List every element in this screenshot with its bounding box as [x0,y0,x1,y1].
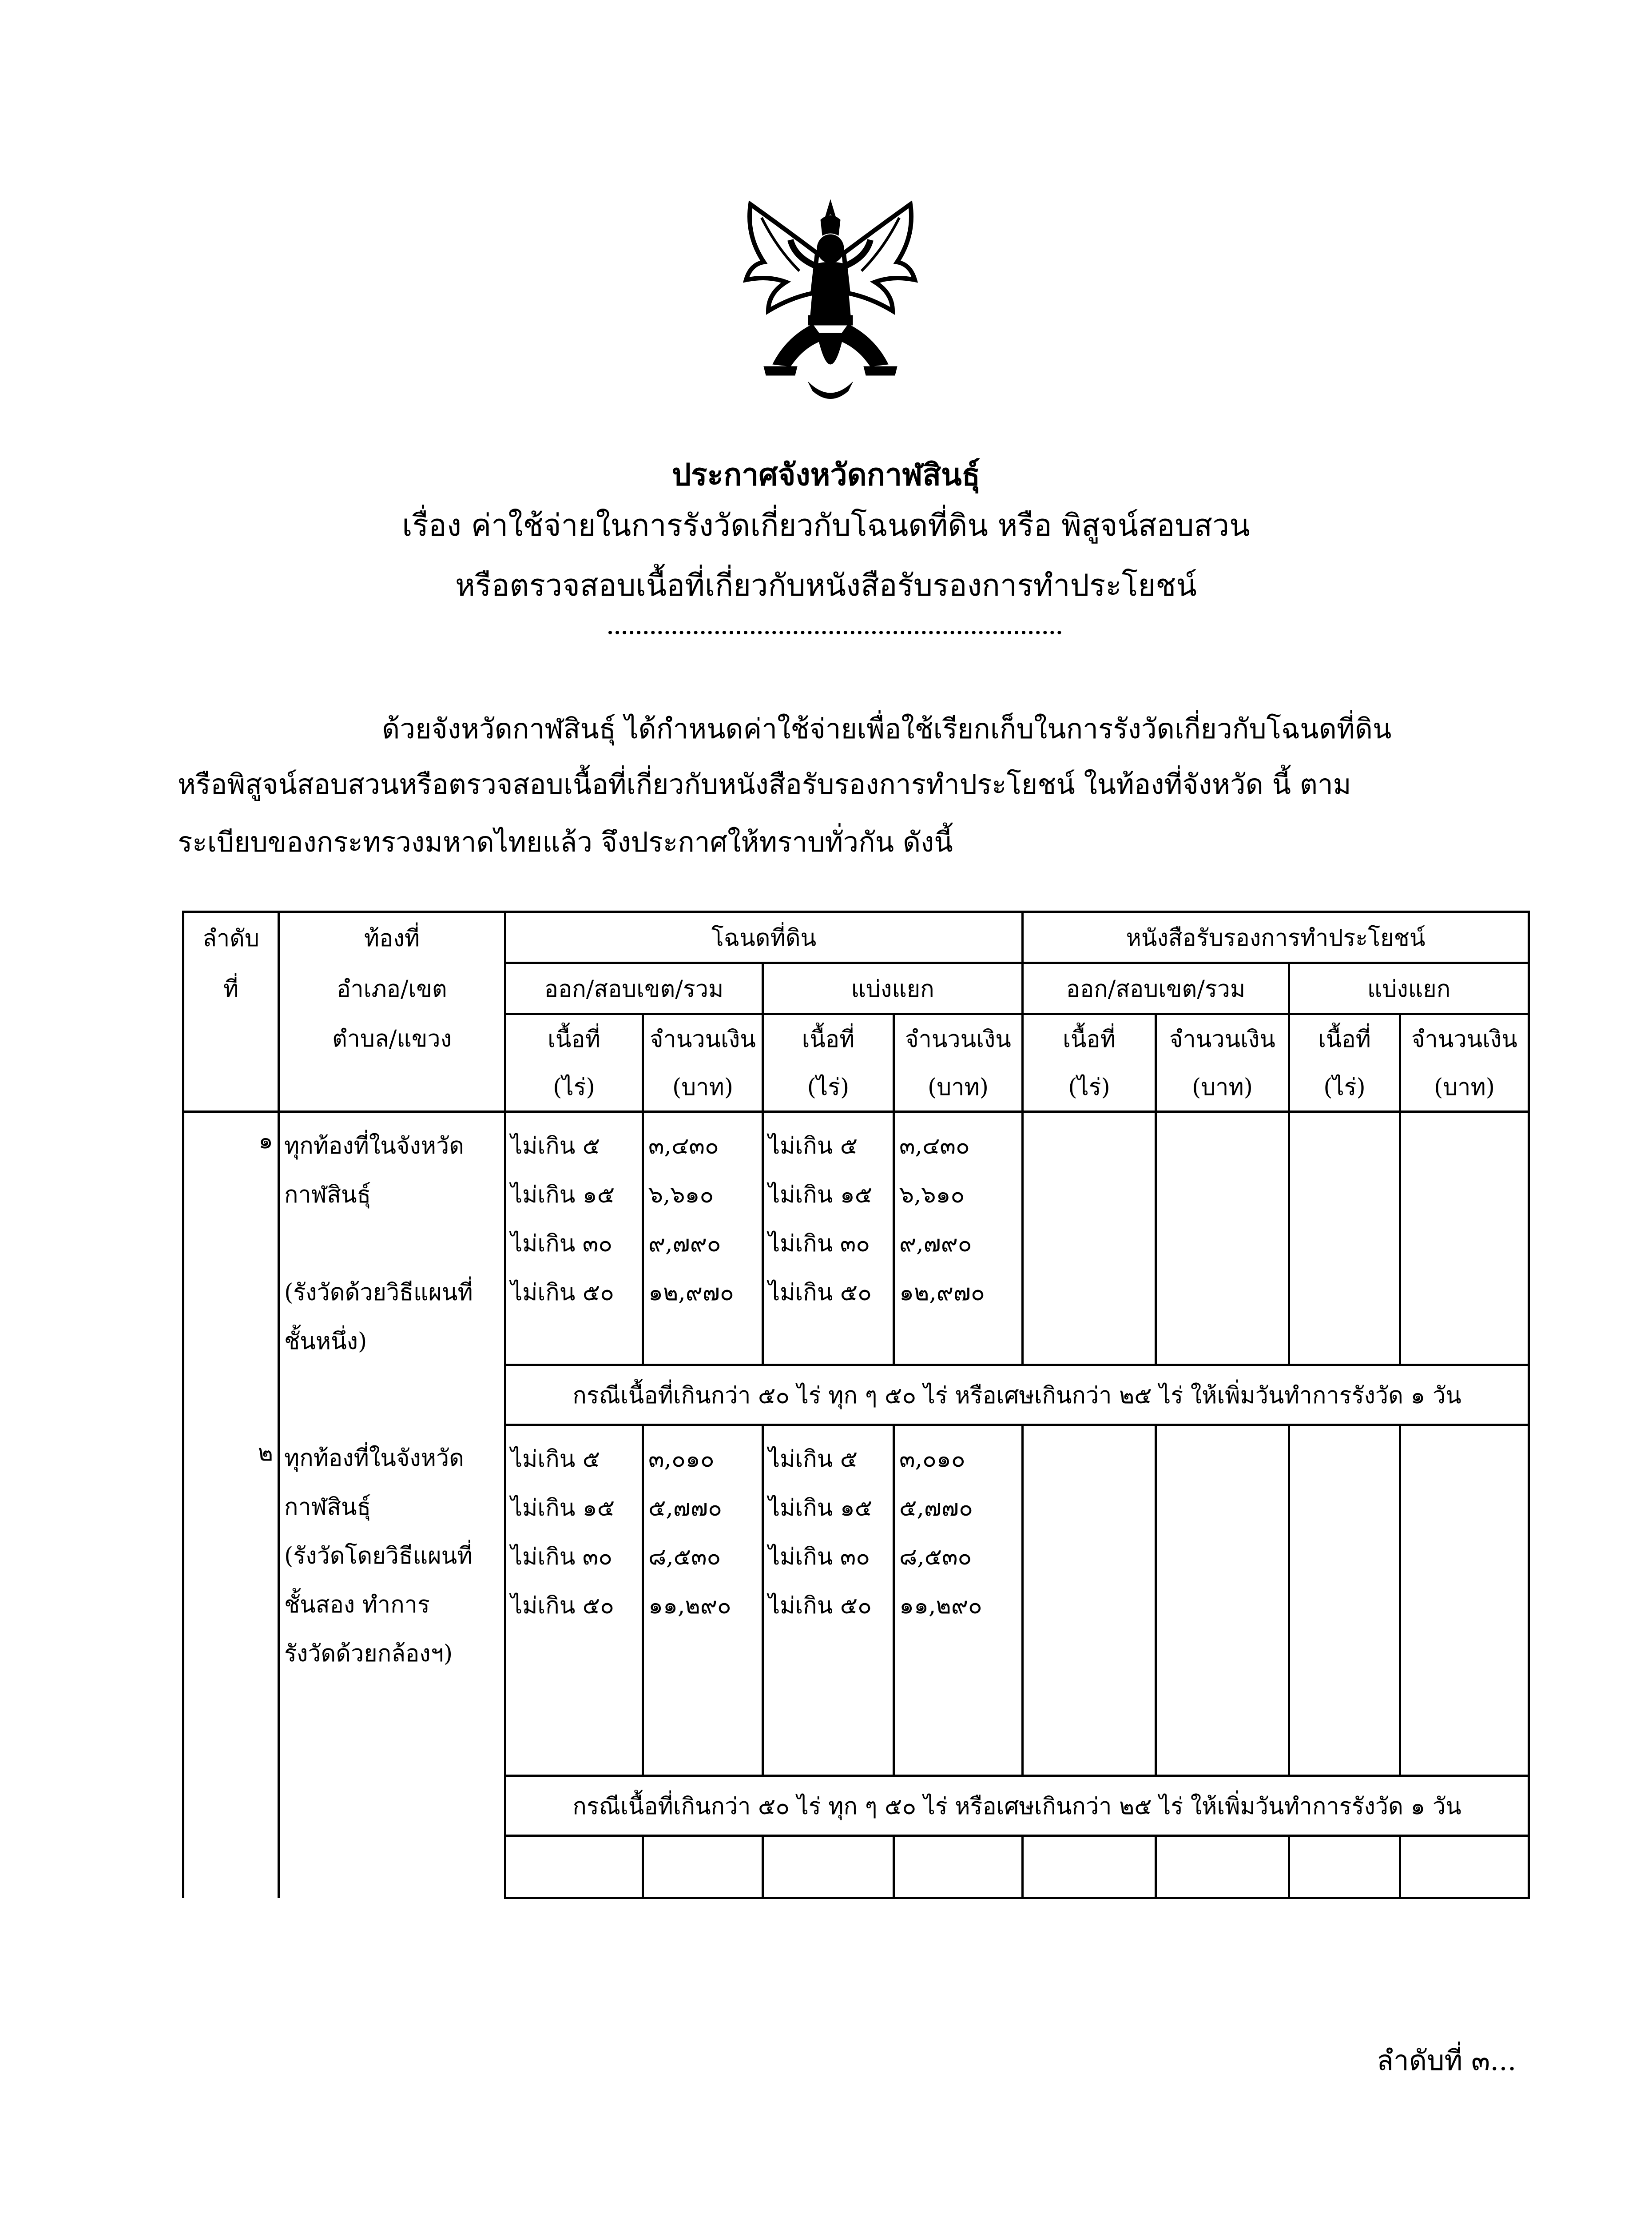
dotted-divider [608,631,1061,634]
row-note: กรณีเนื้อที่เกินกว่า ๕๐ ไร่ ทุก ๆ ๕๐ ไร่ หรือเศษเกินกว่า ๒๕ ไร่ ให้เพิ่มวันทำการรังวัด ๑ วัน [505,1776,1529,1836]
body-paragraph-line-2: หรือพิสูจน์สอบสวนหรือตรวจสอบเนื้อที่เกี่ยวกับหนังสือรับรองการทำประโยชน์ ในท้องที่จังหวัด นี้ ตาม [178,768,1351,800]
header-amount-unit: (บาท) [894,1063,1023,1112]
row-note: กรณีเนื้อที่เกินกว่า ๕๐ ไร่ ทุก ๆ ๕๐ ไร่ หรือเศษเกินกว่า ๒๕ ไร่ ให้เพิ่มวันทำการรังวัด ๑ วัน [505,1365,1529,1425]
header-area: เนื้อที่ [1289,1014,1400,1063]
header-amount: จำนวนเงิน [1156,1014,1289,1063]
header-order-cont: ที่ [183,963,279,1014]
header-deed-issue: ออก/สอบเขต/รวม [505,963,763,1014]
header-amount-unit: (บาท) [1156,1063,1289,1112]
continuation-reference: ลำดับที่ ๓... [1377,2044,1517,2077]
header-amount-unit: (บาท) [643,1063,763,1112]
deed-split-area: ไม่เกิน ๕ ไม่เกิน ๑๕ ไม่เกิน ๓๐ ไม่เกิน ๕๐ [763,1425,894,1776]
announcement-title: ประกาศจังหวัดกาฬสินธุ์ [671,457,981,493]
row-location: ทุกท้องที่ในจังหวัด กาฬสินธุ์ (รังวัดโดยวิธีแผนที่ ชั้นสอง ทำการ รังวัดด้วยกล้องฯ) [279,1425,505,1898]
deed-split-amount: ๓,๐๑๐ ๕,๗๗๐ ๘,๕๓๐ ๑๑,๒๙๐ [894,1425,1023,1776]
row-order: ๑ [183,1112,279,1425]
header-area-unit: (ไร่) [1289,1063,1400,1112]
table-row [183,1425,1529,1776]
header-amount: จำนวนเงิน [643,1014,763,1063]
deed-split-amount: ๓,๔๓๐ ๖,๖๑๐ ๙,๗๙๐ ๑๒,๙๗๐ [894,1112,1023,1365]
row-location: ทุกท้องที่ในจังหวัด กาฬสินธุ์ (รังวัดด้วยวิธีแผนที่ ชั้นหนึ่ง) [279,1112,505,1425]
header-land-deed: โฉนดที่ดิน [505,912,1023,963]
header-area-unit: (ไร่) [763,1063,894,1112]
deed-issue-amount: ๓,๔๓๐ ๖,๖๑๐ ๙,๗๙๐ ๑๒,๙๗๐ [643,1112,763,1365]
header-area: เนื้อที่ [505,1014,643,1063]
garuda-emblem-icon [719,187,941,409]
header-district: อำเภอ/เขต [279,963,505,1014]
subject-line-2: หรือตรวจสอบเนื้อที่เกี่ยวกับหนังสือรับรองการทำประโยชน์ [455,568,1197,603]
header-subdistrict: ตำบล/แขวง [279,1014,505,1063]
header-area-unit: (ไร่) [1023,1063,1156,1112]
row-order: ๒ [183,1425,279,1898]
header-area-unit: (ไร่) [505,1063,643,1112]
subject-line-1: เรื่อง ค่าใช้จ่ายในการรังวัดเกี่ยวกับโฉนดที่ดิน หรือ พิสูจน์สอบสวน [402,508,1250,543]
header-order: ลำดับ [183,912,279,963]
table-row [183,1112,1529,1365]
header-cert-issue: ออก/สอบเขต/รวม [1023,963,1289,1014]
fee-table [182,911,1530,1899]
header-location: ท้องที่ [279,912,505,963]
header-deed-split: แบ่งแยก [763,963,1023,1014]
header-cert-split: แบ่งแยก [1289,963,1529,1014]
header-area: เนื้อที่ [1023,1014,1156,1063]
deed-issue-area: ไม่เกิน ๕ ไม่เกิน ๑๕ ไม่เกิน ๓๐ ไม่เกิน ๕๐ [505,1425,643,1776]
header-use-certificate: หนังสือรับรองการทำประโยชน์ [1023,912,1529,963]
header-amount-unit: (บาท) [1400,1063,1529,1112]
deed-split-area: ไม่เกิน ๕ ไม่เกิน ๑๕ ไม่เกิน ๓๐ ไม่เกิน ๕๐ [763,1112,894,1365]
header-area: เนื้อที่ [763,1014,894,1063]
header-amount: จำนวนเงิน [894,1014,1023,1063]
body-paragraph-line-1: ด้วยจังหวัดกาฬสินธุ์ ได้กำหนดค่าใช้จ่ายเพื่อใช้เรียกเก็บในการรังวัดเกี่ยวกับโฉนดที่ดิน [382,712,1392,745]
body-paragraph-line-3: ระเบียบของกระทรวงมหาดไทยแล้ว จึงประกาศให้ทราบทั่วกัน ดังนี้ [178,826,953,858]
header-amount: จำนวนเงิน [1400,1014,1529,1063]
deed-issue-area: ไม่เกิน ๕ ไม่เกิน ๑๕ ไม่เกิน ๓๐ ไม่เกิน ๕๐ [505,1112,643,1365]
deed-issue-amount: ๓,๐๑๐ ๕,๗๗๐ ๘,๕๓๐ ๑๑,๒๙๐ [643,1425,763,1776]
